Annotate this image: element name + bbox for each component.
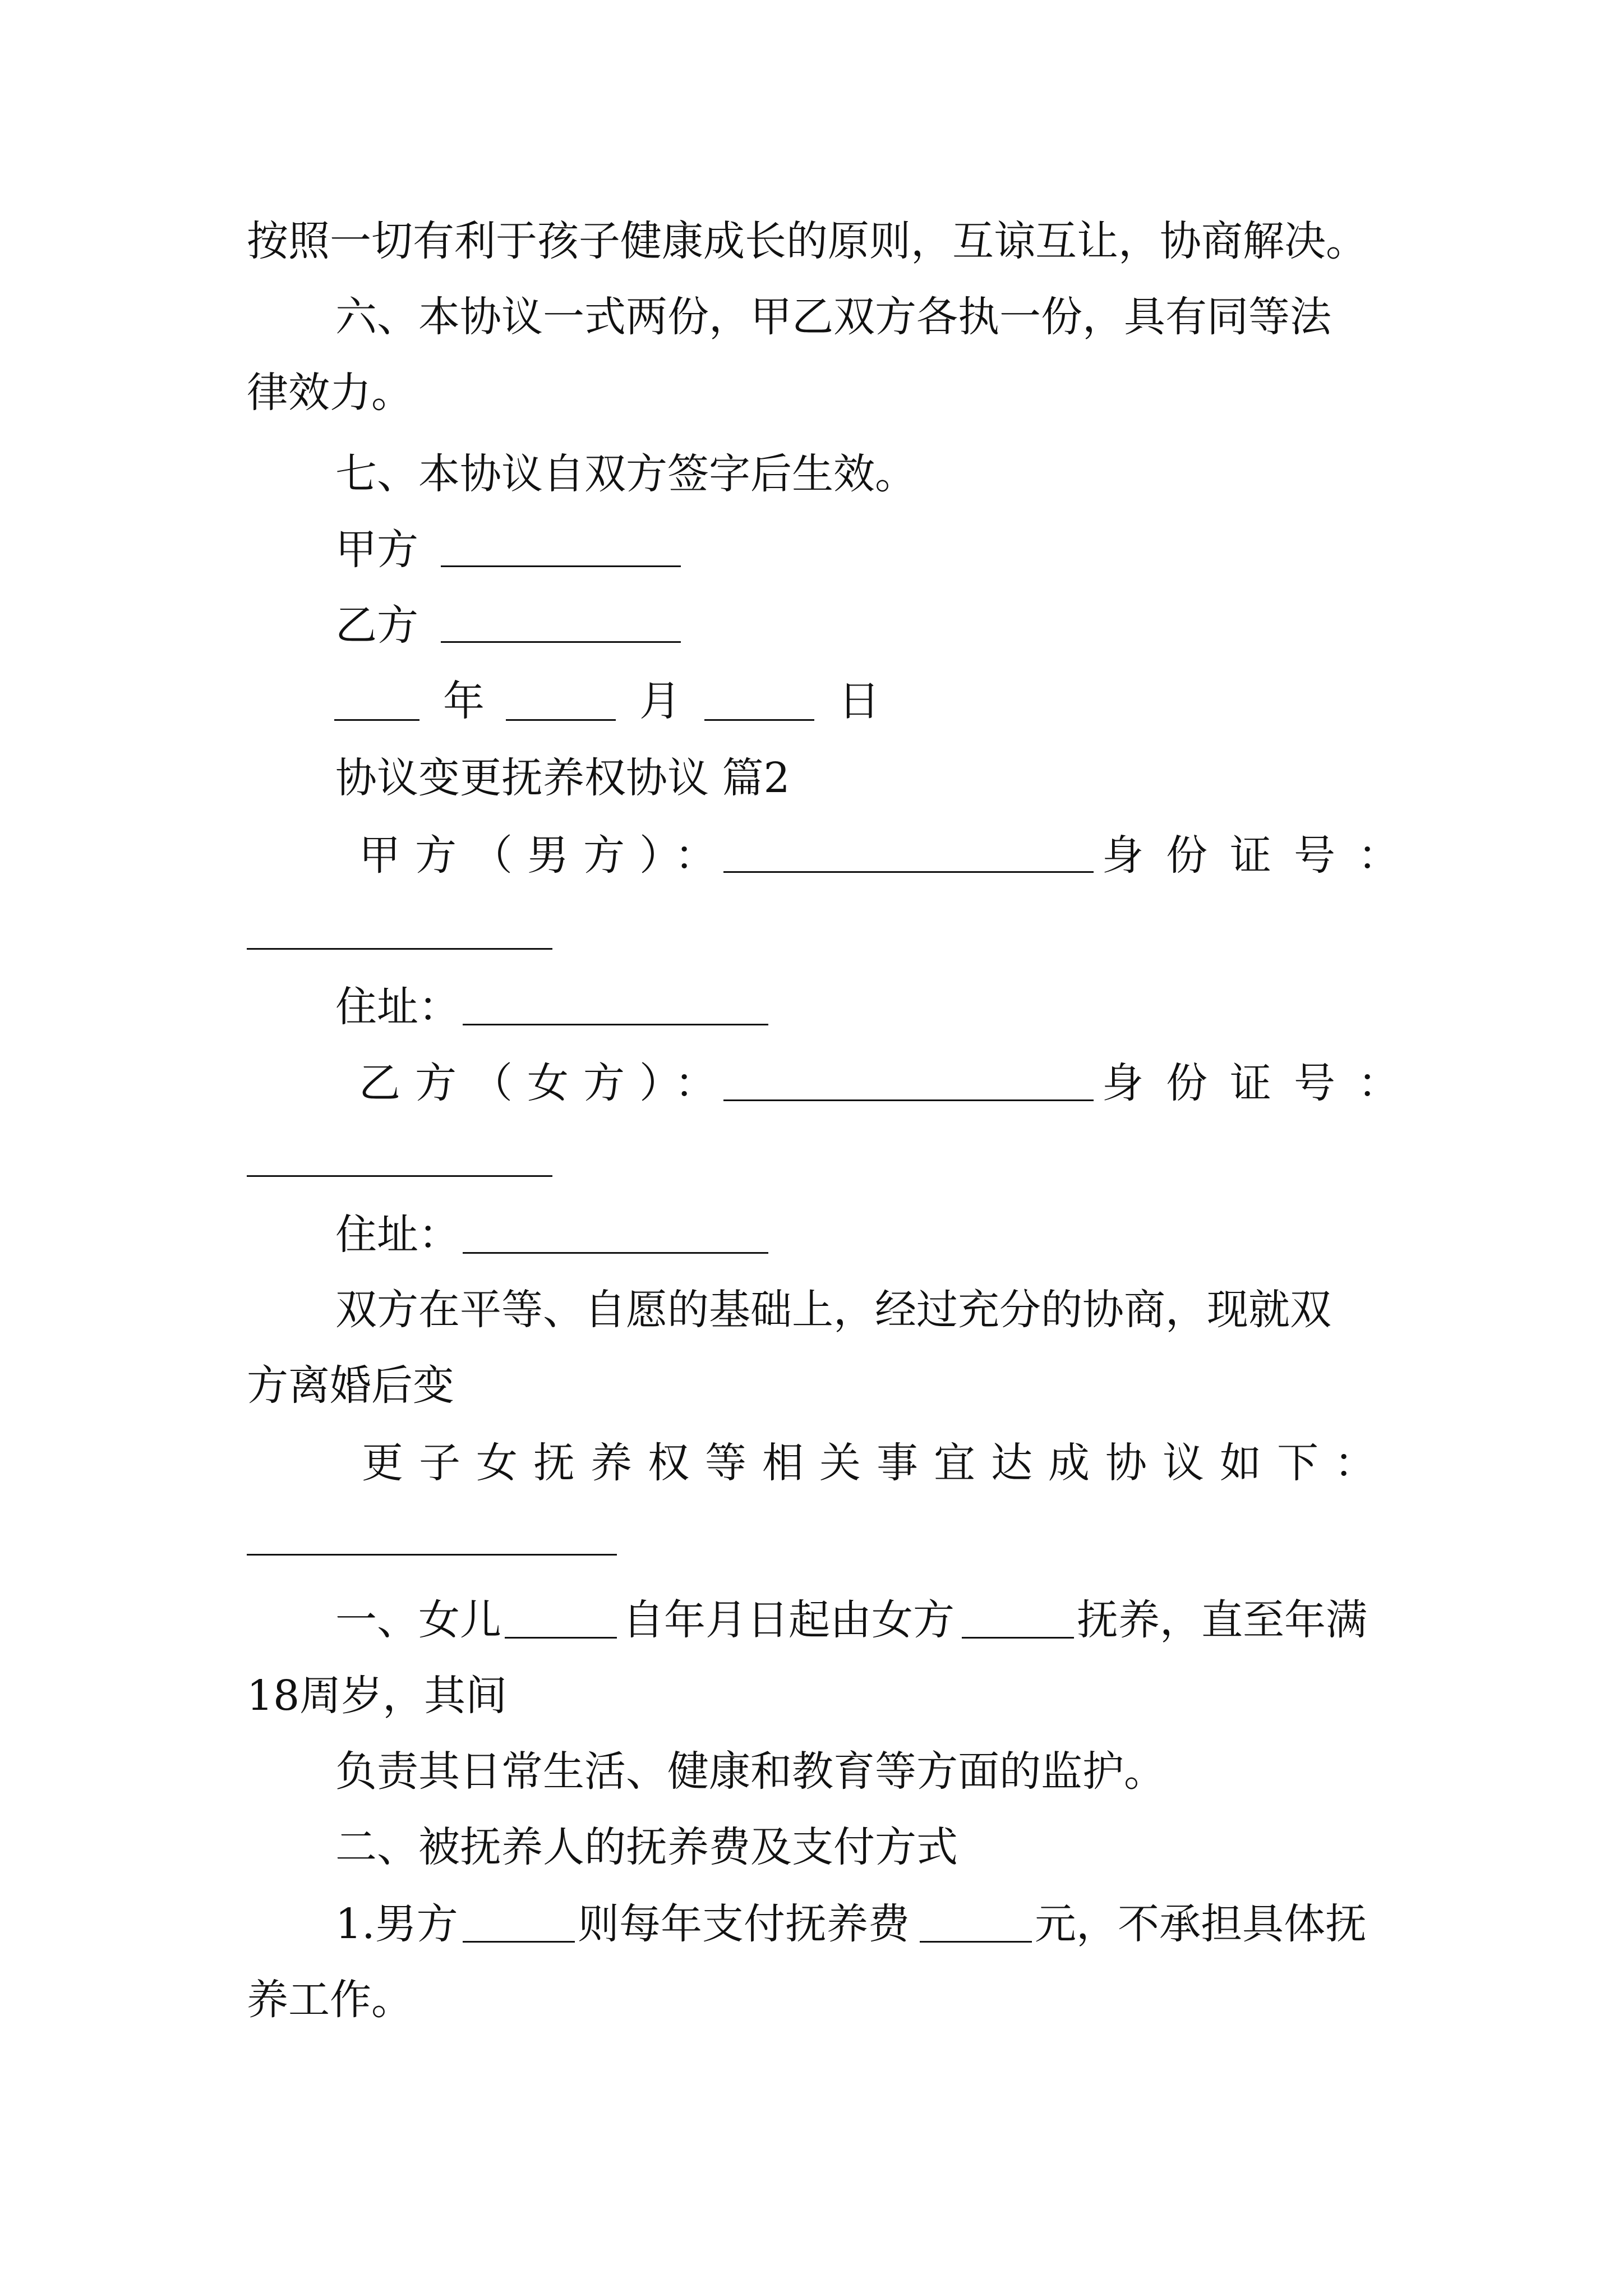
text-line: 双方在平等、自愿的基础上，经过充分的协商，现就双 — [335, 1286, 1331, 1334]
signature-party-a — [0, 519, 1623, 581]
text-fragment: 元，不承担具体抚 — [1035, 1900, 1367, 1948]
signature-label: 甲方 — [335, 526, 418, 574]
date-blank-day — [704, 719, 814, 721]
clause-two-item1-line2 — [0, 1969, 1623, 2031]
party-a-address-line — [0, 976, 1623, 1038]
clause-one-line1 — [0, 1589, 1623, 1651]
text-fragment: 一、女儿 — [335, 1596, 501, 1644]
address-label: 住址： — [335, 1211, 460, 1259]
text-line: 更子女抚养权等相关事宜达成协议如下： — [362, 1439, 1391, 1487]
guardian-blank — [962, 1637, 1074, 1639]
text-line: 负责其日常生活、健康和教育等方面的监护。 — [335, 1747, 1165, 1796]
clause-one-line3 — [0, 1741, 1623, 1802]
father-blank — [463, 1941, 575, 1943]
address-label: 住址： — [335, 983, 460, 1031]
date-day-label: 日 — [838, 677, 880, 725]
paragraph-line — [0, 210, 1623, 272]
text-line: 二、被抚养人的抚养费及支付方式 — [335, 1823, 958, 1871]
intro-line2 — [0, 1355, 1623, 1416]
text-fragment: 则每年支付抚养费 — [578, 1900, 910, 1948]
party-b-label: 乙方（女方）： — [359, 1059, 731, 1107]
party-b-address-line — [0, 1204, 1623, 1266]
text-fragment: 1.男方 — [335, 1900, 458, 1948]
signature-blank-b — [441, 641, 681, 643]
party-b-address-blank — [463, 1252, 768, 1254]
daughter-name-blank — [505, 1637, 617, 1639]
text-line: 按照一切有利于孩子健康成长的原则，互谅互让，协商解决。 — [247, 217, 1367, 265]
text-line: 方离婚后变 — [247, 1361, 454, 1410]
clause-six-line2 — [0, 362, 1623, 424]
party-b-line — [0, 1052, 1623, 1114]
text-fragment: 抚养，直至年满 — [1077, 1596, 1367, 1644]
text-line: 六、本协议一式两份，甲乙双方各执一份，具有同等法 — [335, 293, 1331, 341]
section-title — [0, 747, 1623, 809]
party-a-id-label: 身份证号： — [1102, 831, 1422, 880]
party-b-id-label: 身份证号： — [1102, 1059, 1422, 1107]
text-line: 18周岁，其间 — [247, 1672, 508, 1720]
text-fragment: 自年月日起由女方 — [623, 1596, 955, 1644]
clause-six-line1 — [0, 286, 1623, 348]
party-a-address-blank — [463, 1024, 768, 1025]
section-heading: 协议变更抚养权协议 篇2 — [335, 754, 790, 802]
party-a-id-blank — [247, 948, 552, 950]
date-month-label: 月 — [639, 677, 681, 725]
text-line: 养工作。 — [247, 1976, 413, 2024]
party-a-line — [0, 825, 1623, 886]
amount-blank — [920, 1941, 1032, 1943]
signature-blank-a — [441, 565, 681, 567]
signature-party-b — [0, 595, 1623, 656]
intro-line1 — [0, 1279, 1623, 1341]
clause-two-item1-line1 — [0, 1893, 1623, 1955]
party-a-label: 甲方（男方）： — [359, 831, 731, 880]
date-blank-month — [506, 719, 616, 721]
date-year-label: 年 — [443, 677, 485, 725]
party-b-id-blank — [247, 1175, 552, 1177]
signature-label: 乙方 — [335, 601, 418, 650]
text-line: 律效力。 — [247, 369, 413, 417]
party-b-name-blank — [723, 1099, 1094, 1101]
intro-blank — [247, 1554, 617, 1556]
intro-line3 — [0, 1432, 1623, 1494]
party-a-name-blank — [723, 871, 1094, 873]
clause-seven — [0, 443, 1623, 505]
text-line: 七、本协议自双方签字后生效。 — [335, 450, 916, 498]
clause-two-title — [0, 1816, 1623, 1878]
date-line — [0, 670, 1623, 732]
clause-one-line2 — [0, 1665, 1623, 1727]
